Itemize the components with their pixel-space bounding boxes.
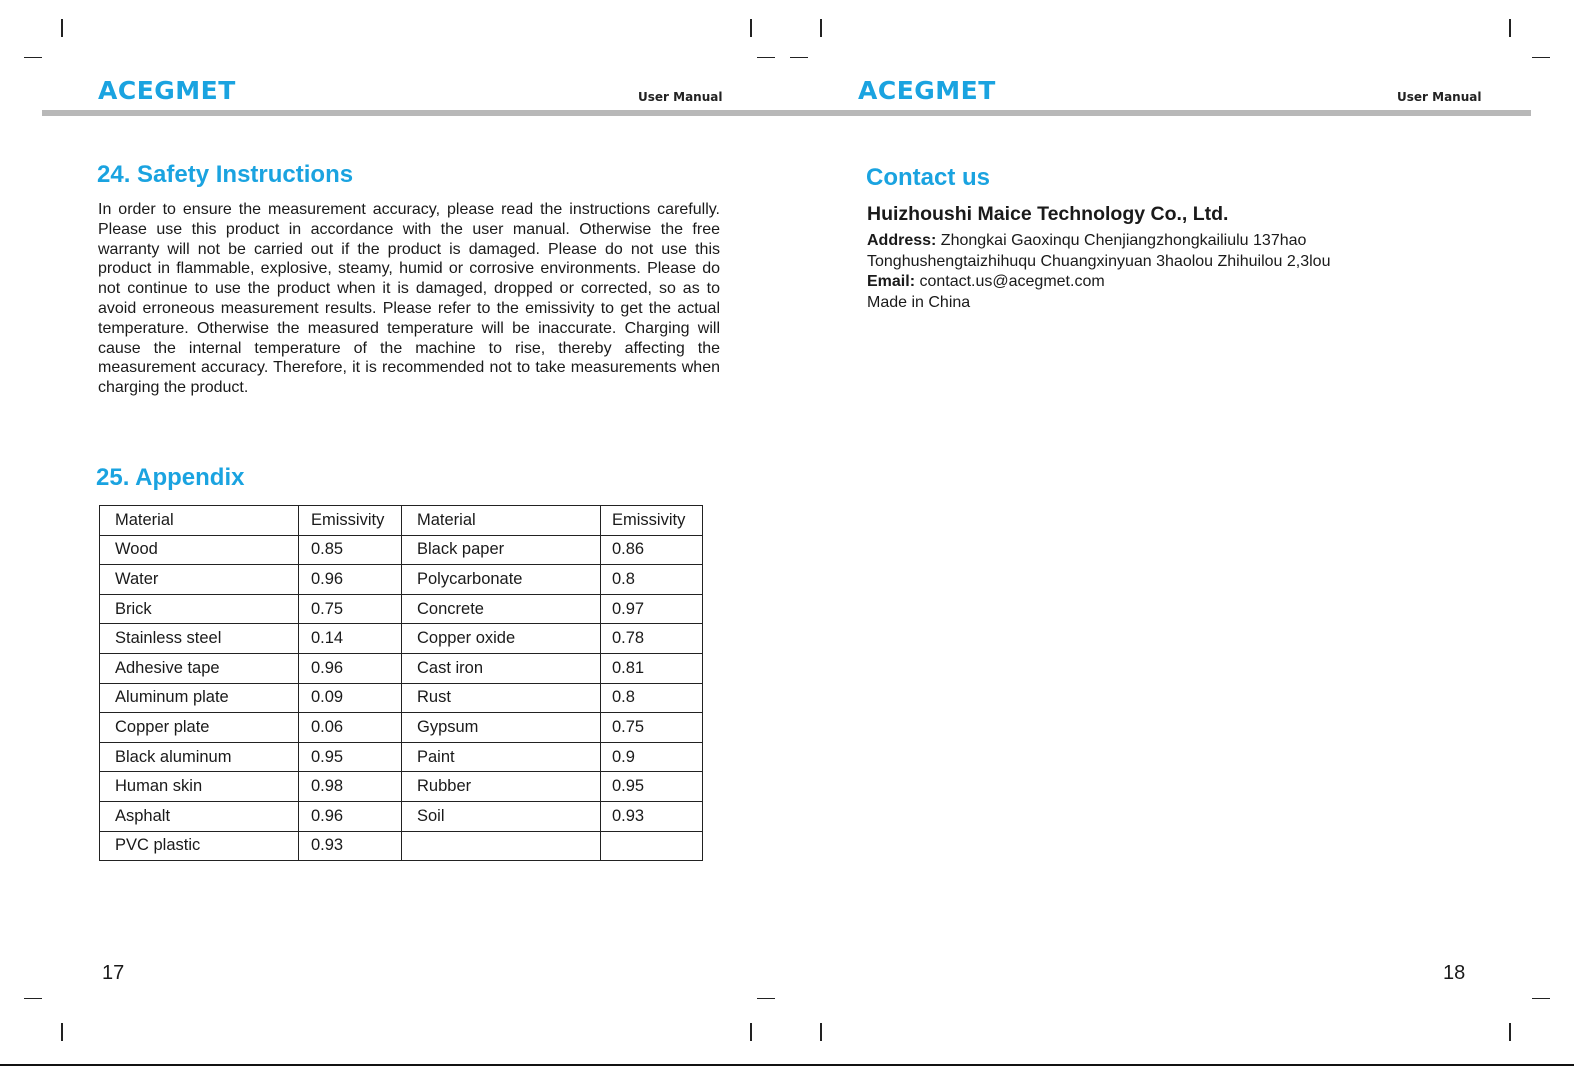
emissivity-cell-2: 0.9: [601, 742, 703, 772]
emissivity-cell-2: 0.86: [601, 535, 703, 565]
crop-mark: [24, 57, 42, 58]
material-cell: Asphalt: [100, 801, 299, 831]
crop-mark: [24, 998, 42, 999]
table-header-row: [100, 506, 703, 536]
crop-mark: [1509, 19, 1511, 37]
crop-mark: [1532, 57, 1550, 58]
email-label: Email:: [867, 273, 916, 291]
email-value[interactable]: contact.us@acegmet.com: [915, 273, 1105, 291]
address-line-2: Tonghushengtaizhihuqu Chuangxinyuan 3haolou Zhihuilou 2,3lou: [867, 252, 1331, 270]
header-cell-emissivity: Emissivity: [299, 506, 402, 536]
material-cell: Aluminum plate: [100, 683, 299, 713]
table-row: [100, 624, 703, 654]
brand-logo-right: ACEGMET: [858, 76, 996, 105]
emissivity-cell-2: [601, 831, 703, 861]
origin-line: Made in China: [867, 293, 971, 311]
crop-mark: [1509, 1023, 1511, 1041]
emissivity-cell-2: 0.75: [601, 713, 703, 743]
emissivity-cell-2: 0.93: [601, 801, 703, 831]
table-row: [100, 772, 703, 802]
emissivity-cell: 0.96: [299, 653, 402, 683]
material-cell: Brick: [100, 594, 299, 624]
material-cell: Water: [100, 565, 299, 595]
appendix-title: 25. Appendix: [96, 464, 245, 491]
material-cell-2: Paint: [402, 742, 601, 772]
table-row: [100, 742, 703, 772]
material-cell-2: Gypsum: [402, 713, 601, 743]
emissivity-cell: 0.75: [299, 594, 402, 624]
table-row: [100, 801, 703, 831]
material-cell: PVC plastic: [100, 831, 299, 861]
table-row: [100, 683, 703, 713]
material-cell: Wood: [100, 535, 299, 565]
emissivity-cell: 0.98: [299, 772, 402, 802]
crop-mark: [820, 19, 822, 37]
crop-mark: [757, 57, 775, 58]
header-cell-emissivity-2: Emissivity: [601, 506, 703, 536]
email-line: [867, 272, 1330, 293]
material-cell: Copper plate: [100, 713, 299, 743]
page-number-right: 18: [1443, 962, 1466, 984]
material-cell-2: Cast iron: [402, 653, 601, 683]
address-value: Zhongkai Gaoxinqu Chenjiangzhongkailiulu 137hao: [936, 232, 1307, 249]
safety-title: 24. Safety Instructions: [97, 161, 354, 188]
material-cell-2: Rubber: [402, 772, 601, 802]
crop-mark: [790, 57, 808, 58]
header-cell-material-2: Material: [402, 506, 601, 536]
material-cell-2: Polycarbonate: [402, 565, 601, 595]
emissivity-cell: 0.14: [299, 624, 402, 654]
contact-details: [867, 231, 1330, 313]
material-cell: Human skin: [100, 772, 299, 802]
table-row: [100, 831, 703, 861]
material-cell-2: Copper oxide: [402, 624, 601, 654]
emissivity-cell: 0.96: [299, 801, 402, 831]
crop-mark: [757, 998, 775, 999]
emissivity-cell-2: 0.8: [601, 565, 703, 595]
material-cell-2: Concrete: [402, 594, 601, 624]
page-number-left: 17: [102, 962, 125, 984]
contact-title: Contact us: [866, 164, 991, 191]
emissivity-cell: 0.93: [299, 831, 402, 861]
emissivity-cell-2: 0.97: [601, 594, 703, 624]
emissivity-cell-2: 0.8: [601, 683, 703, 713]
emissivity-cell-2: 0.78: [601, 624, 703, 654]
material-cell-2: [402, 831, 601, 861]
doc-type-label-left: User Manual: [638, 90, 723, 104]
crop-mark: [750, 1023, 752, 1041]
table-row: [100, 594, 703, 624]
emissivity-cell: 0.09: [299, 683, 402, 713]
header-cell-material: Material: [100, 506, 299, 536]
safety-body: In order to ensure the measurement accuracy, please read the instructions carefully. Please use this product in accordance with the user manual. Otherwise the free warranty will not be carried out if the product is damaged. Please do not use this product in flammable, explosive, steamy, humid or corrosive environments. Please do not continue to use the product when it is damaged, dropped or corrected, so as to avoid erroneous measurement results. Please refer to the emissivity to get the actual temperature. Otherwise the measured temperature will be inaccurate. Charging will cause the internal temperature of the machine to rise, thereby affecting the measurement accuracy. Therefore, it is recommended not to take measurements when charging the product.: [98, 201, 720, 397]
emissivity-cell: 0.85: [299, 535, 402, 565]
crop-mark: [750, 19, 752, 37]
emissivity-cell-2: 0.81: [601, 653, 703, 683]
emissivity-table: [99, 505, 703, 861]
doc-type-label-right: User Manual: [1397, 90, 1482, 104]
bottom-edge-line: [0, 1064, 1574, 1066]
header-divider: [42, 110, 1531, 116]
table-row: [100, 565, 703, 595]
emissivity-cell: 0.95: [299, 742, 402, 772]
table-row: [100, 653, 703, 683]
address-line: [867, 231, 1330, 252]
material-cell-2: Rust: [402, 683, 601, 713]
crop-mark: [820, 1023, 822, 1041]
emissivity-cell: 0.06: [299, 713, 402, 743]
address-label: Address:: [867, 232, 937, 249]
crop-mark: [1532, 998, 1550, 999]
crop-mark: [61, 1023, 63, 1041]
company-name: Huizhoushi Maice Technology Co., Ltd.: [867, 203, 1229, 225]
material-cell: Adhesive tape: [100, 653, 299, 683]
crop-mark: [61, 19, 63, 37]
emissivity-cell-2: 0.95: [601, 772, 703, 802]
table-row: [100, 713, 703, 743]
material-cell-2: Black paper: [402, 535, 601, 565]
emissivity-cell: 0.96: [299, 565, 402, 595]
brand-logo-left: ACEGMET: [98, 76, 236, 105]
material-cell: Black aluminum: [100, 742, 299, 772]
table-row: [100, 535, 703, 565]
material-cell: Stainless steel: [100, 624, 299, 654]
material-cell-2: Soil: [402, 801, 601, 831]
